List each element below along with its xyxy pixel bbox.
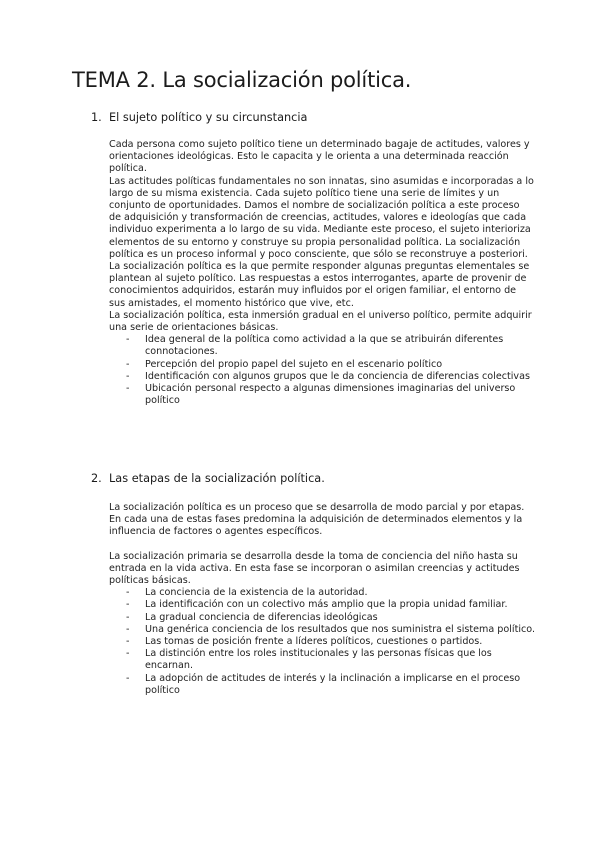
list-item: - Ubicación personal respecto a algunas dimensiones imaginarias del universo político [109,383,534,407]
section-1-number: 1. [91,111,102,124]
section-1-title: El sujeto político y su circunstancia [109,111,308,124]
list-item: - Las tomas de posición frente a líderes políticos, cuestiones o partidos. [109,636,539,648]
section-2-paragraph: La socialización política es un proceso que se desarrolla de modo parcial y por etapas. En cada una de estas fases predomina la adquisición de determinados elementos y la influencia de factores o agentes específicos. [109,502,525,538]
paragraph-line: La socialización primaria se desarrolla desde la toma de conciencia del niño hasta su [109,550,518,562]
section-2-list [109,587,539,697]
section-2-paragraph [109,551,539,588]
list-item: - La distinción entre los roles institucionales y las personas físicas que los encarnan. [109,648,539,672]
section-2-title: Las etapas de la socialización política. [109,472,325,485]
section-2-body [109,502,539,697]
page-title: TEMA 2. La socialización política. [72,68,412,92]
list-item: - La conciencia de la existencia de la autoridad. [109,587,539,599]
list-item: - Una genérica conciencia de los resultados que nos suministra el sistema político. [109,624,539,636]
paragraph-line: entrada en la vida activa. En esta fase se incorporan o asimilan creencias y actitudes [109,562,520,574]
list-item: - Percepción del propio papel del sujeto en el escenario político [109,359,534,371]
section-1-heading [91,111,307,124]
list-item: - La adopción de actitudes de interés y la inclinación a implicarse en el proceso político [109,673,539,697]
list-item: - Idea general de la política como actividad a la que se atribuirán diferentes connotaciones. [109,334,534,358]
section-1-list [109,334,534,407]
section-1-body [109,139,534,407]
list-item: - La identificación con un colectivo más amplio que la propia unidad familiar. [109,599,539,611]
section-1-paragraph: Las actitudes políticas fundamentales no son innatas, sino asumidas e incorporadas a lo largo de su misma existencia. Cada sujeto político tiene una serie de límites y un conjunto de oportunidades. Damos el nombre de socialización política a este proceso de adquisición y transformación de creencias, actitudes, valores e ideologías que cada individuo experimenta a lo largo de su vida. Mediante este proceso, el sujeto interioriza elementos de su entorno y construye su propia personalidad política. La socialización política es un proceso informal y poco consciente, que sólo se reconstruye a posteriori. [109,175,534,260]
section-1-paragraph: Cada persona como sujeto político tiene un determinado bagaje de actitudes, valores y orientaciones ideológicas. Esto le capacita y le orienta a una determinada reacción política. [109,139,530,175]
paragraph-line: políticas básicas. [109,575,191,587]
section-2-number: 2. [91,472,102,485]
section-1-paragraph: La socialización política es la que permite responder algunas preguntas elementales se plantean al sujeto político. Las respuestas a estos interrogantes, aparte de provenir de conocimientos adquiridos, estarán muy influidos por el origen familiar, el entorno de sus amistades, el momento histórico que vive, etc. [109,261,530,309]
section-1-paragraph: La socialización política, esta inmersión gradual en el universo político, permite adquirir una serie de orientaciones básicas. [109,309,532,334]
list-item: - Identificación con algunos grupos que le da conciencia de diferencias colectivas [109,371,534,383]
section-2-heading [91,472,325,485]
list-item: - La gradual conciencia de diferencias ideológicas [109,612,539,624]
